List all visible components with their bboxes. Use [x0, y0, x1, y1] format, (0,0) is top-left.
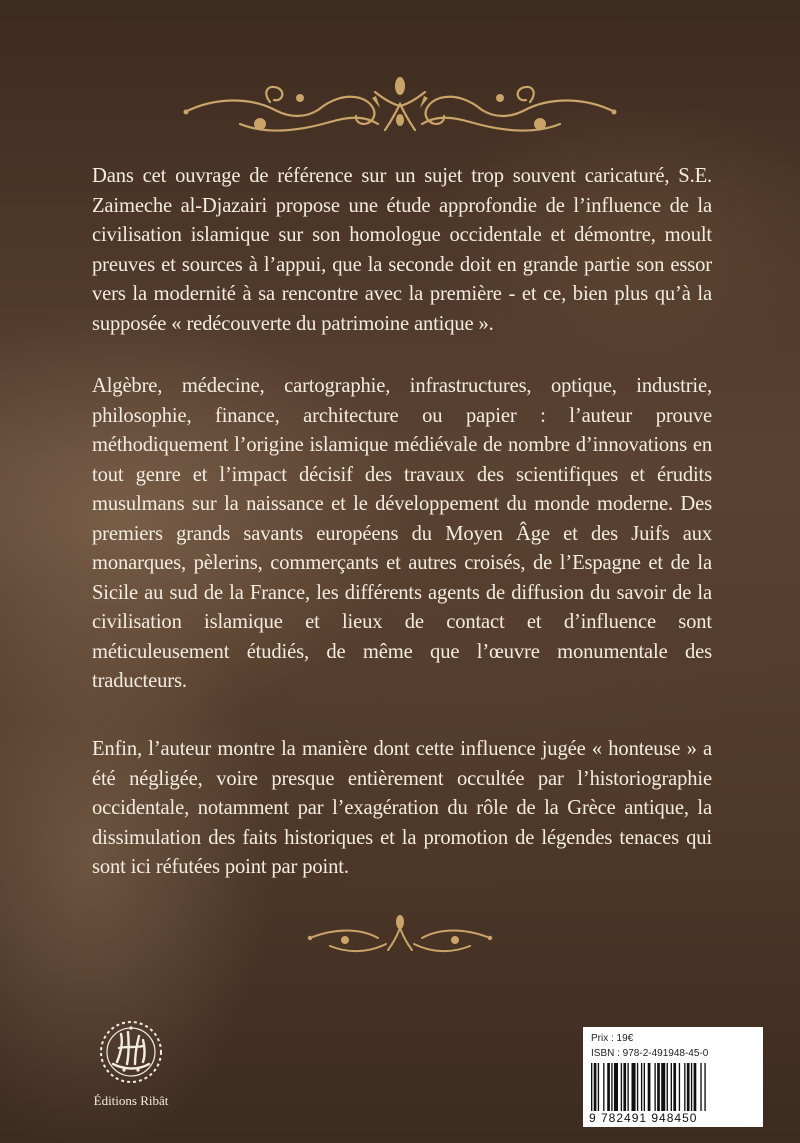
barcode-bars-icon	[589, 1063, 759, 1111]
paragraph-text: Dans cet ouvrage de référence sur un sujet trop souvent caricaturé, S.E. Zaimeche al-Djazairi propose une étude approfondie de l’influence de la civilisation islamique sur son homologue occidentale et démontre, moult preuves et sources à l’appui, que la seconde doit en grande partie son essor vers la modernité à sa rencontre avec la première - et ce, bien plus qu’à la supposée « redécouverte du patrimoine antique ».	[92, 165, 712, 335]
publisher-logo	[86, 1018, 176, 1109]
top-ornament-icon	[0, 72, 800, 142]
isbn-label: ISBN : 978-2-491948-45-0	[591, 1048, 709, 1059]
paragraph-text: Enfin, l’auteur montre la manière dont cette influence jugée « honteuse » a été négligée, voire presque entièrement occultée par l’historiographie occidentale, notamment par l’exagération du rôle de la Grèce antique, la dissimulation des faits historiques et la promotion de légendes tenaces qui sont ici réfutées point par point.	[92, 738, 712, 878]
description-paragraph-2	[92, 372, 712, 697]
description-paragraph-3	[92, 735, 712, 883]
barcode-digits: 9 782491 948450	[589, 1111, 698, 1125]
description-paragraph-1	[92, 162, 712, 339]
middle-ornament-icon	[0, 910, 800, 960]
price-label: Prix : 19€	[591, 1033, 634, 1044]
paragraph-text: Algèbre, médecine, cartographie, infrastructures, optique, industrie, philosophie, finance, architecture ou papier : l’auteur prouve méthodiquement l’origine islamique médiévale de nombre d’innovations en tout genre et l’impact décisif des travaux des scientifiques et érudits musulmans sur la naissance et le développement du monde moderne. Des premiers grands savants européens du Moyen Âge et des Juifs aux monarques, pèlerins, commerçants et autres croisés, de l’Espagne et de la Sicile au sud de la France, les différents agents de diffusion du savoir de la civilisation islamique et lieux de contact et d’influence sont méticuleusement étudiés, de même que l’œuvre monumentale des traducteurs.	[92, 375, 712, 692]
barcode-sticker	[583, 1027, 763, 1127]
publisher-name: Éditions Ribât	[93, 1093, 169, 1108]
arabic-calligraphy-seal-icon	[91, 1018, 171, 1086]
